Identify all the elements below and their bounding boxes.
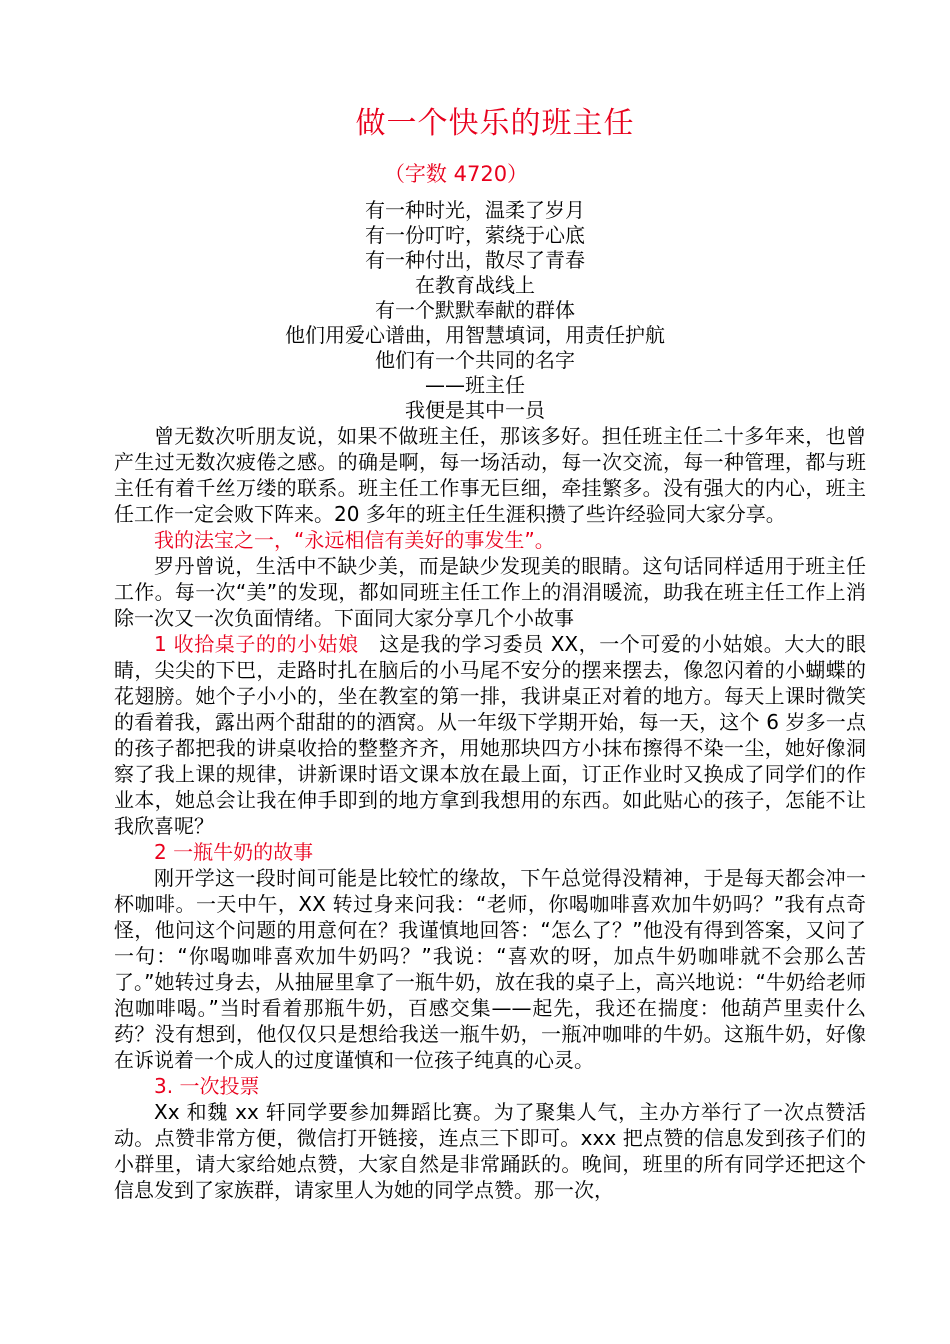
word-count-subtitle: （字数 4720） xyxy=(383,162,529,186)
page-title: 做一个快乐的班主任 xyxy=(355,106,635,141)
section-paragraph: 罗丹曾说，生活中不缺少美，而是缺少发现美的眼睛。这句话同样适用于班主任工作。每一次“美”的发现，都如同班主任工作上的涓涓暖流，助我在班主任工作上消除一次又一次负面情绪。下面同大家分享几个小故事 xyxy=(114,554,866,630)
story-heading: 3. 一次投票 xyxy=(154,1074,260,1098)
poem-line: 我便是其中一员 xyxy=(405,398,545,422)
poem-line: 他们用爱心谱曲，用智慧填词，用责任护航 xyxy=(285,323,665,347)
story-heading: 2 一瓶牛奶的故事 xyxy=(154,840,314,864)
poem-line: 在教育战线上 xyxy=(415,273,535,297)
story-paragraph: Xx 和魏 xx 轩同学要参加舞蹈比赛。为了聚集人气，主办方举行了一次点赞活动。点赞非常方便，微信打开链接，连点三下即可。xxx 把点赞的信息发到孩子们的小群里，请大家给她点赞，大家自然是非常踊跃的。晚间，班里的所有同学还把这个信息发到了家族群，请家里人为她的同学点赞。那一次， xyxy=(114,1100,866,1202)
story-paragraph: 刚开学这一段时间可能是比较忙的缘故，下午总觉得没精神，于是每天都会冲一杯咖啡。一天中午，XX 转过身来问我：“老师，你喝咖啡喜欢加牛奶吗？”我有点奇怪，他问这个问题的用意何在？我谨慎地回答：“怎么了？”他没有得到答案，又问了一句：“你喝咖啡喜欢加牛奶吗？”我说：“喜欢的呀，加点牛奶咖啡就不会那么苦了。”她转过身去，从抽屉里拿了一瓶牛奶，放在我的桌子上，高兴地说：“牛奶给老师泡咖啡喝。”当时看着那瓶牛奶，百感交集——起先，我还在揣度：他葫芦里卖什么药？没有想到，他仅仅只是想给我送一瓶牛奶，一瓶冲咖啡的牛奶。这瓶牛奶，好像在诉说着一个成人的过度谨慎和一位孩子纯真的心灵。 xyxy=(114,866,866,1072)
poem-line: 有一个默默奉献的群体 xyxy=(375,298,575,322)
story-paragraph xyxy=(114,631,866,839)
story-text: 这是我的学习委员 XX，一个可爱的小姑娘。大大的眼睛，尖尖的下巴，走路时扎在脑后的小马尾不安分的摆来摆去，像忽闪着的小蝴蝶的花翅膀。她个子小小的，坐在教室的第一排，我讲桌正对着的地方。每天上课时微笑的看着我，露出两个甜甜的的酒窝。从一年级下学期开始，每一天，这个 6 岁多一点的孩子都把我的讲桌收拾的整整齐齐，用她那块四方小抹布擦得不染一尘，她好像洞察了我上课的规律，讲新课时语文课本放在最上面，订正作业时又换成了同学们的作业本，她总会让我在伸手即到的地方拿到我想用的东西。如此贴心的孩子，怎能不让我欣喜呢？ xyxy=(114,632,866,838)
poem xyxy=(0,198,950,423)
poem-line: 有一种付出，散尽了青春 xyxy=(365,248,585,272)
poem-line: 有一份叮咛，萦绕于心底 xyxy=(365,223,585,247)
poem-line: ——班主任 xyxy=(425,373,525,397)
intro-paragraph: 曾无数次听朋友说，如果不做班主任，那该多好。担任班主任二十多年来，也曾产生过无数次疲倦之感。的确是啊，每一场活动，每一次交流，每一种管理，都与班主任有着千丝万缕的联系。班主任工作事无巨细，牵挂繁多。没有强大的内心，班主任工作一定会败下阵来。20 多年的班主任生涯积攒了些许经验同大家分享。 xyxy=(114,424,866,526)
poem-line: 有一种时光，温柔了岁月 xyxy=(365,198,585,222)
section-heading: 我的法宝之一，“永远相信有美好的事发生”。 xyxy=(154,528,555,552)
article-body xyxy=(114,423,866,1203)
poem-line: 他们有一个共同的名字 xyxy=(375,348,575,372)
story-heading: 1 收拾桌子的的小姑娘 xyxy=(154,632,359,656)
